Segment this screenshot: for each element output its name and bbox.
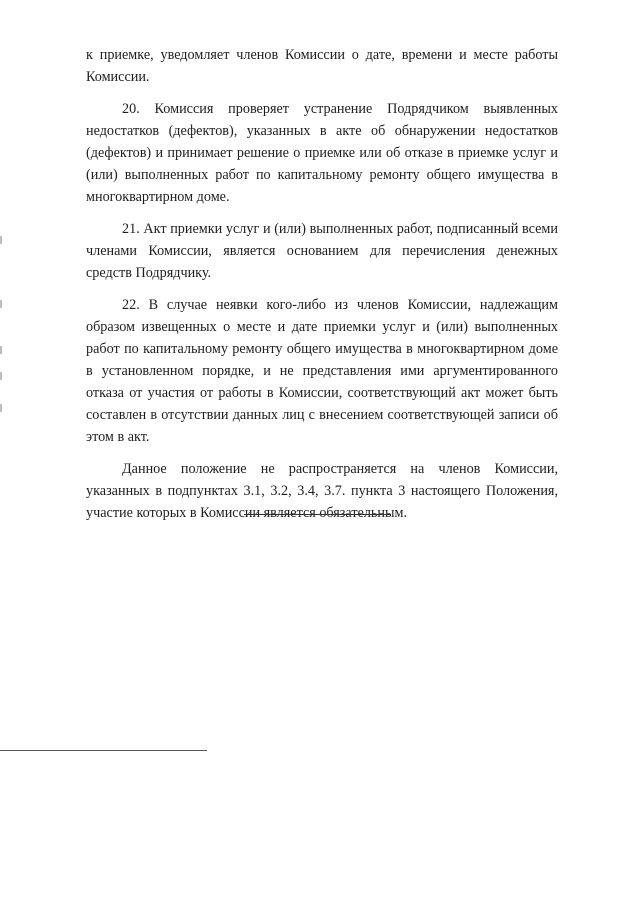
footnote-line [0, 750, 207, 751]
scan-edge-mark [0, 372, 2, 380]
paragraph-exception: Данное положение не распространяется на членов Комиссии, указанных в подпунктах 3.1, 3.2, 3.4, 3.7. пункта 3 настоящего Положения, участие которых в Комиссии является обязательным. [86, 461, 558, 521]
scan-edge-mark [0, 346, 2, 354]
paragraph-21: 21. Акт приемки услуг и (или) выполненных работ, подписанный всеми членами Комиссии, является основанием для перечисления денежных средств Подрядчику. [86, 221, 558, 281]
end-divider [244, 514, 390, 515]
scan-edge-mark [0, 236, 2, 244]
scan-edge-mark [0, 300, 2, 308]
scan-edge-mark [0, 404, 2, 412]
document-body [86, 44, 558, 534]
paragraph-20: 20. Комиссия проверяет устранение Подрядчиком выявленных недостатков (дефектов), указанных в акте об обнаружении недостатков (дефектов) и принимает решение о приемке или об отказе в приемке услуг и (или) выполненных работ по капитальному ремонту общего имущества в многоквартирном доме. [86, 101, 558, 205]
paragraph-22: 22. В случае неявки кого-либо из членов Комиссии, надлежащим образом извещенных о месте и дате приемки услуг и (или) выполненных работ по капитальному ремонту общего имущества в многоквартирном доме в установленном порядке, и не представления ими аргументированного отказа от участия от работы в Комиссии, соответствующий акт может быть составлен в отсутствии данных лиц с внесением соответствующей записи об этом в акт. [86, 297, 558, 445]
paragraph-continuation: к приемке, уведомляет членов Комиссии о дате, времени и месте работы Комиссии. [86, 47, 558, 85]
